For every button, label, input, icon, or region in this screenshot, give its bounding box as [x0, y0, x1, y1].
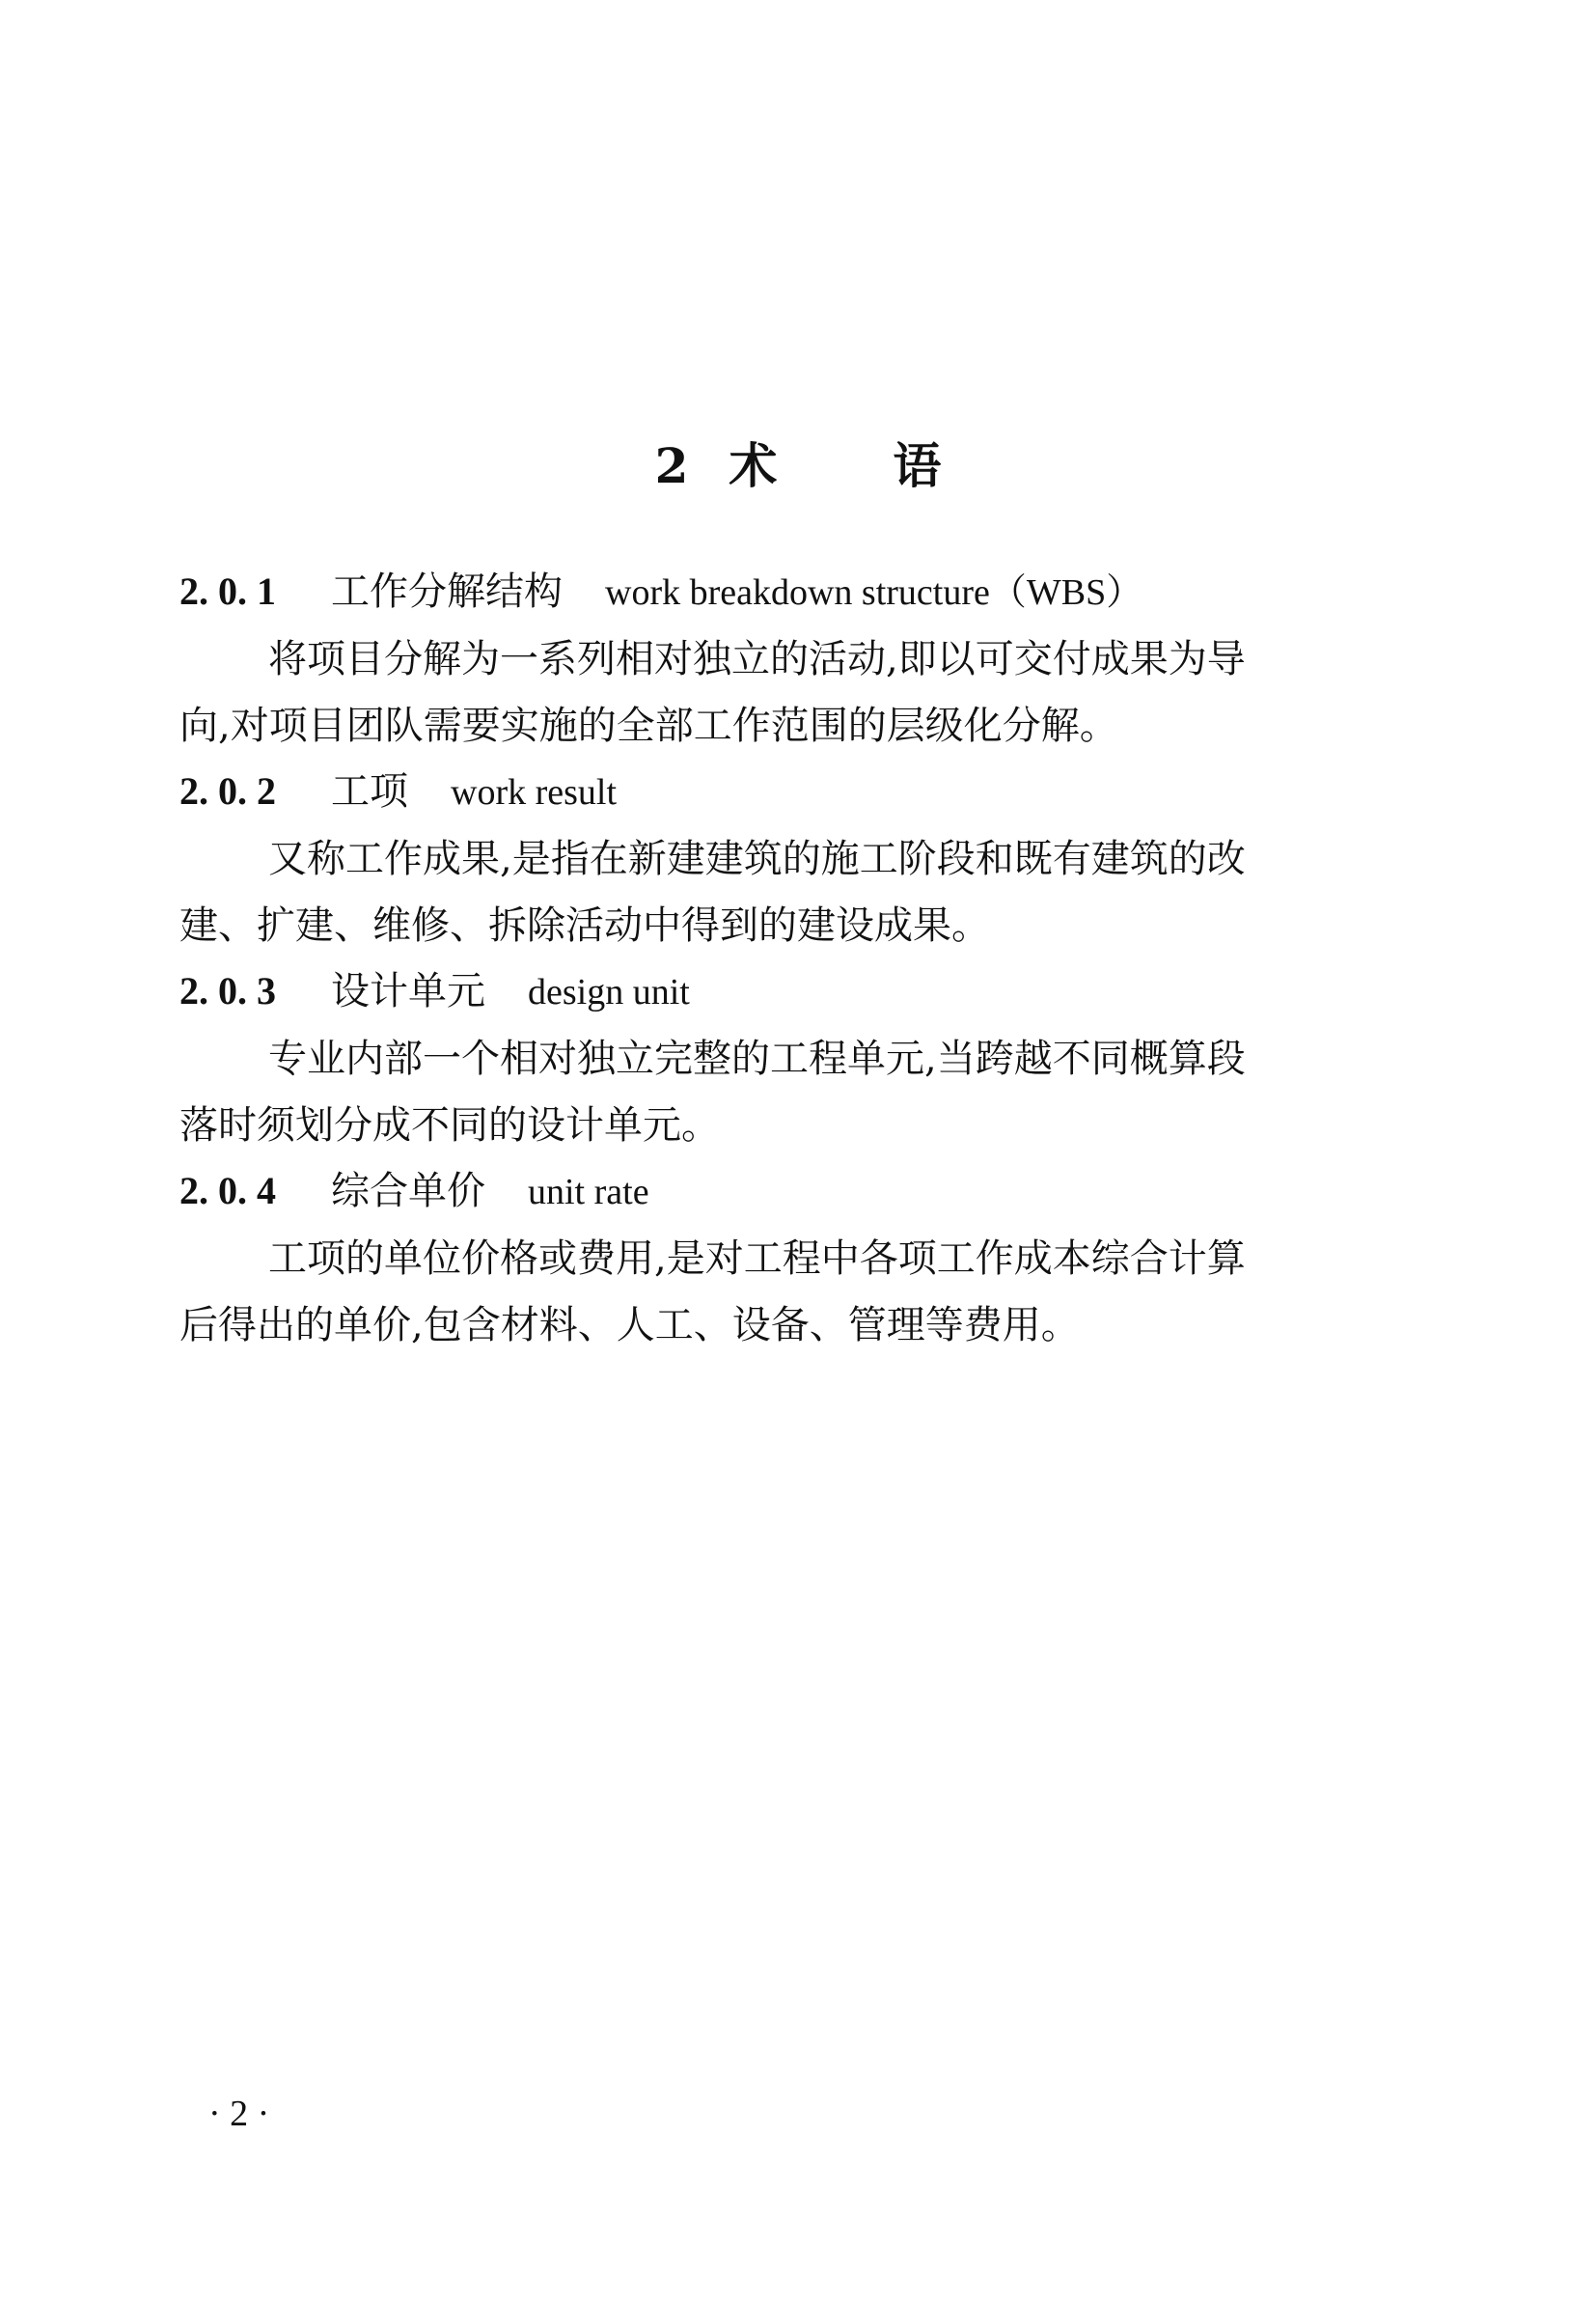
term-number: 2. 0. 1	[179, 569, 276, 613]
definition-line: 后得出的单价,包含材料、人工、设备、管理等费用。	[179, 1303, 1080, 1347]
term-entry	[179, 767, 1386, 967]
term-definition	[179, 817, 1386, 967]
term-heading	[179, 568, 1386, 617]
term-heading	[179, 1167, 1386, 1216]
definition-line: 专业内部一个相对独立完整的工程单元,当跨越不同概算段	[268, 1037, 1246, 1081]
term-english: work breakdown structure（WBS）	[605, 572, 1143, 613]
term-chinese: 设计单元	[331, 969, 485, 1013]
term-entry	[179, 967, 1386, 1167]
chapter-title	[0, 432, 1596, 500]
terms-section	[179, 568, 1386, 1367]
definition-line: 工项的单位价格或费用,是对工程中各项工作成本综合计算	[268, 1236, 1246, 1281]
term-entry	[179, 568, 1386, 767]
term-chinese: 工作分解结构	[331, 569, 563, 614]
term-heading	[179, 767, 1386, 817]
term-english: work result	[451, 772, 618, 813]
term-definition	[179, 1216, 1386, 1367]
page-number: · 2 ·	[208, 2094, 270, 2134]
term-number: 2. 0. 3	[179, 969, 276, 1013]
definition-line: 又称工作成果,是指在新建建筑的施工阶段和既有建筑的改	[268, 837, 1246, 881]
term-number: 2. 0. 4	[179, 1169, 276, 1212]
term-english: unit rate	[528, 1172, 649, 1212]
term-definition	[179, 617, 1386, 767]
term-entry	[179, 1167, 1386, 1367]
definition-line: 向,对项目团队需要实施的全部工作范围的层级化分解。	[179, 704, 1118, 748]
term-definition	[179, 1016, 1386, 1167]
definition-line: 落时须划分成不同的设计单元。	[179, 1103, 720, 1148]
chapter-title-char-2: 语	[893, 437, 942, 494]
chapter-number: 2	[654, 437, 689, 494]
definition-line: 建、扩建、维修、拆除活动中得到的建设成果。	[179, 903, 990, 948]
term-chinese: 工项	[331, 769, 408, 814]
chapter-title-char-1: 术	[729, 437, 778, 494]
term-heading	[179, 967, 1386, 1016]
term-number: 2. 0. 2	[179, 769, 276, 813]
definition-line: 将项目分解为一系列相对独立的活动,即以可交付成果为导	[268, 637, 1246, 681]
term-chinese: 综合单价	[331, 1169, 485, 1213]
term-english: design unit	[528, 972, 690, 1013]
